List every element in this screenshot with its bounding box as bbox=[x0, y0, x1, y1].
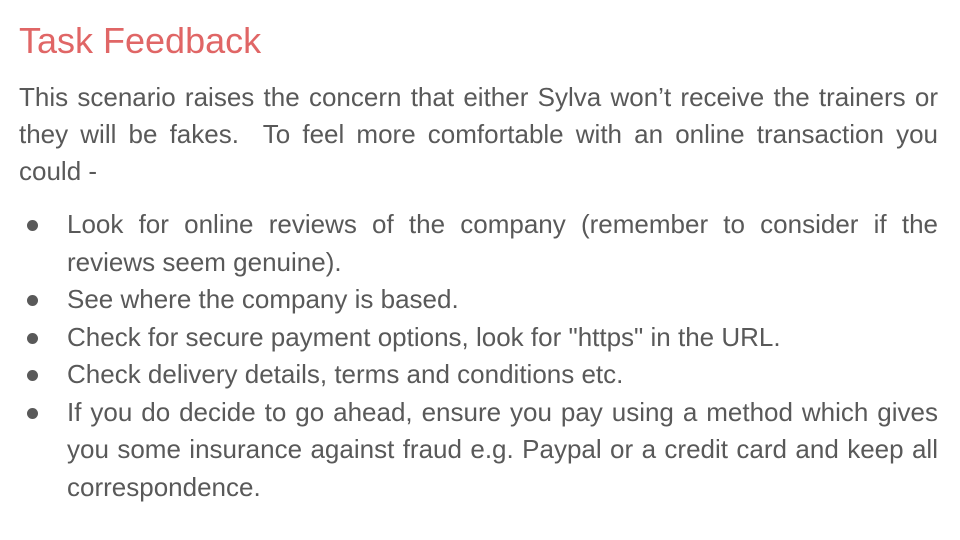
list-item-text: See where the company is based. bbox=[67, 284, 459, 314]
bullet-icon bbox=[27, 408, 38, 419]
list-item bbox=[19, 319, 938, 357]
list-item bbox=[19, 356, 938, 394]
list-item-text: Check for secure payment options, look for "https" in the URL. bbox=[67, 321, 781, 352]
advice-list bbox=[19, 206, 938, 506]
list-item-text: If you do decide to go ahead, ensure you pay using a method which gives you some insurance against fraud e.g. Paypal or a credit card and keep all correspondence. bbox=[67, 396, 938, 502]
list-item bbox=[19, 206, 938, 281]
bullet-icon bbox=[27, 333, 38, 344]
slide-title: Task Feedback bbox=[19, 20, 262, 61]
list-item-text: Look for online reviews of the company (remember to consider if the reviews seem genuine). bbox=[67, 209, 938, 277]
list-item-text: Check delivery details, terms and conditions etc. bbox=[67, 359, 624, 389]
bullet-icon bbox=[27, 370, 38, 381]
bullet-icon bbox=[27, 220, 38, 231]
intro-paragraph: This scenario raises the concern that either Sylva won’t receive the trainers or they will be fakes. To feel more comfortable with an online transaction you could - bbox=[19, 82, 946, 186]
list-item bbox=[19, 394, 938, 507]
list-item bbox=[19, 281, 938, 319]
bullet-icon bbox=[27, 295, 38, 306]
